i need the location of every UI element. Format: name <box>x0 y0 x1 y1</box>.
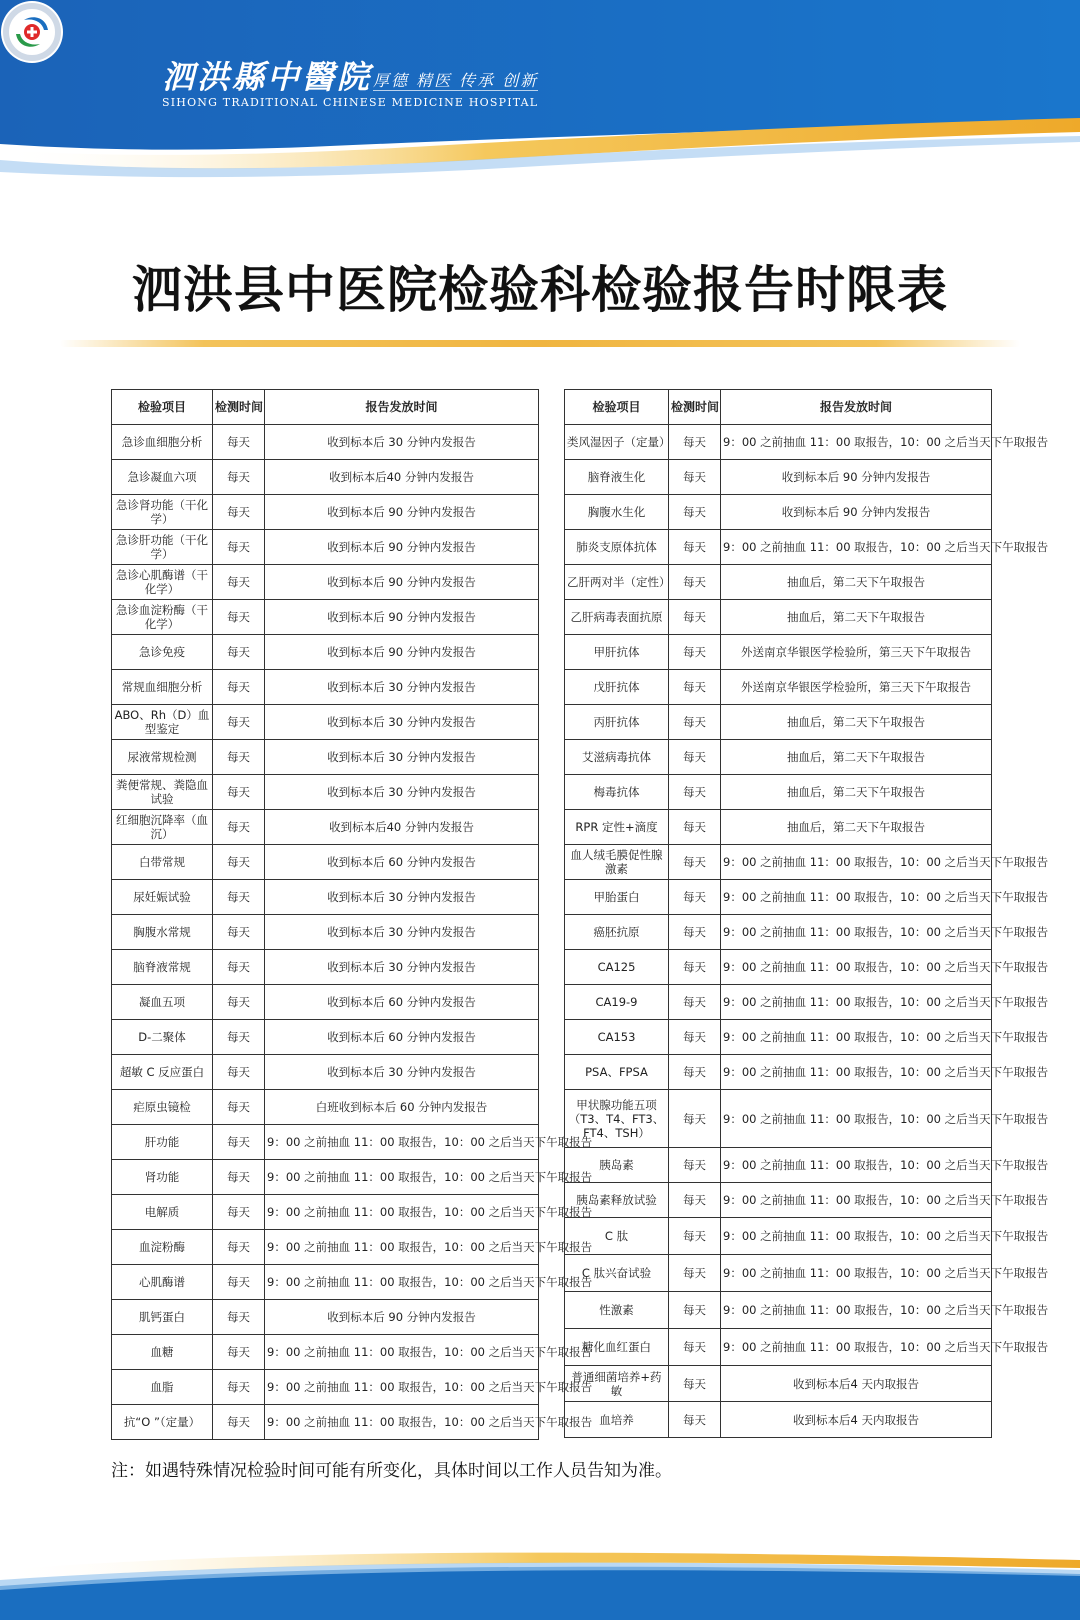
table-row <box>565 460 992 495</box>
cell-item: 糖化血红蛋白 <box>565 1329 669 1366</box>
table-row <box>112 600 539 635</box>
table-row <box>112 915 539 950</box>
table-row <box>565 775 992 810</box>
cell-report-time: 收到标本后 90 分钟内发报告 <box>265 1300 539 1335</box>
cell-report-time: 收到标本后 30 分钟内发报告 <box>265 1055 539 1090</box>
table-row <box>565 1292 992 1329</box>
cell-test-time: 每天 <box>669 1402 721 1438</box>
cell-test-time: 每天 <box>669 1329 721 1366</box>
cell-item: 癌胚抗原 <box>565 915 669 950</box>
cell-test-time: 每天 <box>669 1366 721 1402</box>
cell-item: 急诊肾功能（干化学） <box>112 495 213 530</box>
column-header-time: 检测时间 <box>213 390 265 425</box>
cell-test-time: 每天 <box>213 600 265 635</box>
cell-item: 尿液常规检测 <box>112 740 213 775</box>
cell-test-time: 每天 <box>213 950 265 985</box>
cell-report-time: 9：00 之前抽血 11：00 取报告，10：00 之后当天下午取报告 <box>721 915 992 950</box>
cell-report-time: 收到标本后 60 分钟内发报告 <box>265 845 539 880</box>
cell-report-time: 9：00 之前抽血 11：00 取报告，10：00 之后当天下午取报告 <box>265 1125 539 1160</box>
cell-item: 急诊心肌酶谱（干化学） <box>112 565 213 600</box>
table-row <box>565 1020 992 1055</box>
table-row <box>565 1055 992 1090</box>
table-row <box>112 1160 539 1195</box>
cell-report-time: 9：00 之前抽血 11：00 取报告，10：00 之后当天下午取报告 <box>721 1148 992 1183</box>
table-row <box>112 1125 539 1160</box>
cell-item: ABO、Rh（D）血型鉴定 <box>112 705 213 740</box>
cell-item: 电解质 <box>112 1195 213 1230</box>
cell-test-time: 每天 <box>213 915 265 950</box>
cell-test-time: 每天 <box>669 565 721 600</box>
cell-report-time: 收到标本后 90 分钟内发报告 <box>721 495 992 530</box>
cell-item: 性激素 <box>565 1292 669 1329</box>
cell-test-time: 每天 <box>669 1020 721 1055</box>
table-row <box>112 635 539 670</box>
cell-item: 常规血细胞分析 <box>112 670 213 705</box>
cell-test-time: 每天 <box>213 985 265 1020</box>
cell-test-time: 每天 <box>213 425 265 460</box>
cell-report-time: 抽血后，第二天下午取报告 <box>721 775 992 810</box>
cell-report-time: 收到标本后 30 分钟内发报告 <box>265 425 539 460</box>
table-row <box>112 670 539 705</box>
cell-report-time: 9：00 之前抽血 11：00 取报告，10：00 之后当天下午取报告 <box>721 1055 992 1090</box>
cell-item: 疟原虫镜检 <box>112 1090 213 1125</box>
page-title: 泗洪县中医院检验科检验报告时限表 <box>132 260 948 319</box>
table-row <box>565 985 992 1020</box>
cell-report-time: 收到标本后40 分钟内发报告 <box>265 810 539 845</box>
cell-item: 血人绒毛膜促性腺激素 <box>565 845 669 880</box>
cell-test-time: 每天 <box>213 1195 265 1230</box>
cell-report-time: 9：00 之前抽血 11：00 取报告，10：00 之后当天下午取报告 <box>721 1292 992 1329</box>
cell-report-time: 9：00 之前抽血 11：00 取报告，10：00 之后当天下午取报告 <box>265 1335 539 1370</box>
cell-item: 脑脊液生化 <box>565 460 669 495</box>
cell-item: 戊肝抗体 <box>565 670 669 705</box>
cell-test-time: 每天 <box>213 810 265 845</box>
footnote: 注：如遇特殊情况检验时间可能有所变化，具体时间以工作人员告知为准。 <box>111 1461 672 1481</box>
table-row <box>565 425 992 460</box>
cell-item: 丙肝抗体 <box>565 705 669 740</box>
cell-item: 血糖 <box>112 1335 213 1370</box>
table-row <box>112 1020 539 1055</box>
cell-test-time: 每天 <box>669 460 721 495</box>
cell-item: 梅毒抗体 <box>565 775 669 810</box>
cell-item: 甲胎蛋白 <box>565 880 669 915</box>
column-header-item: 检验项目 <box>565 390 669 425</box>
table-row <box>112 1265 539 1300</box>
cell-report-time: 9：00 之前抽血 11：00 取报告，10：00 之后当天下午取报告 <box>265 1160 539 1195</box>
cell-item: 普通细菌培养+药敏 <box>565 1366 669 1402</box>
cell-test-time: 每天 <box>213 635 265 670</box>
table-row <box>565 530 992 565</box>
cell-item: 急诊凝血六项 <box>112 460 213 495</box>
cell-item: 脑脊液常规 <box>112 950 213 985</box>
cell-report-time: 收到标本后 60 分钟内发报告 <box>265 1020 539 1055</box>
cell-report-time: 收到标本后 90 分钟内发报告 <box>721 460 992 495</box>
cell-report-time: 9：00 之前抽血 11：00 取报告，10：00 之后当天下午取报告 <box>721 1090 992 1148</box>
table-row <box>112 1230 539 1265</box>
cell-test-time: 每天 <box>213 1230 265 1265</box>
cell-item: 甲状腺功能五项（T3、T4、FT3、FT4、TSH） <box>565 1090 669 1148</box>
cell-test-time: 每天 <box>669 1148 721 1183</box>
cell-item: 粪便常规、粪隐血试验 <box>112 775 213 810</box>
cell-report-time: 收到标本后 30 分钟内发报告 <box>265 670 539 705</box>
cell-report-time: 收到标本后 90 分钟内发报告 <box>265 600 539 635</box>
cell-test-time: 每天 <box>669 1055 721 1090</box>
cell-item: CA153 <box>565 1020 669 1055</box>
cell-item: CA19-9 <box>565 985 669 1020</box>
table-row <box>565 915 992 950</box>
table-row <box>565 1183 992 1218</box>
cell-report-time: 抽血后，第二天下午取报告 <box>721 740 992 775</box>
cell-test-time: 每天 <box>213 705 265 740</box>
cell-report-time: 收到标本后 30 分钟内发报告 <box>265 705 539 740</box>
cell-report-time: 收到标本后4 天内取报告 <box>721 1366 992 1402</box>
footer-banner <box>0 1530 1080 1620</box>
cell-item: 甲肝抗体 <box>565 635 669 670</box>
cell-item: 抗“O ”（定量） <box>112 1405 213 1440</box>
cell-report-time: 9：00 之前抽血 11：00 取报告，10：00 之后当天下午取报告 <box>265 1405 539 1440</box>
cell-item: 胰岛素 <box>565 1148 669 1183</box>
table-row <box>565 495 992 530</box>
cell-report-time: 抽血后，第二天下午取报告 <box>721 565 992 600</box>
table-row <box>112 1300 539 1335</box>
cell-test-time: 每天 <box>669 845 721 880</box>
cell-report-time: 收到标本后40 分钟内发报告 <box>265 460 539 495</box>
cell-report-time: 收到标本后 30 分钟内发报告 <box>265 880 539 915</box>
cell-test-time: 每天 <box>669 740 721 775</box>
cell-item: C 肽 <box>565 1218 669 1255</box>
table-row <box>112 1090 539 1125</box>
cell-report-time: 抽血后，第二天下午取报告 <box>721 810 992 845</box>
cell-test-time: 每天 <box>213 460 265 495</box>
cell-item: 心肌酶谱 <box>112 1265 213 1300</box>
table-row <box>565 1218 992 1255</box>
cell-test-time: 每天 <box>213 1370 265 1405</box>
column-header-report: 报告发放时间 <box>265 390 539 425</box>
cell-report-time: 9：00 之前抽血 11：00 取报告，10：00 之后当天下午取报告 <box>721 425 992 460</box>
table-row <box>112 425 539 460</box>
cell-report-time: 收到标本后 30 分钟内发报告 <box>265 775 539 810</box>
cell-item: 急诊肝功能（干化学） <box>112 530 213 565</box>
cell-test-time: 每天 <box>669 495 721 530</box>
cell-test-time: 每天 <box>669 530 721 565</box>
table-row <box>112 1055 539 1090</box>
cell-test-time: 每天 <box>669 1183 721 1218</box>
cell-report-time: 抽血后，第二天下午取报告 <box>721 705 992 740</box>
table-row <box>565 1402 992 1438</box>
cell-test-time: 每天 <box>669 810 721 845</box>
cell-test-time: 每天 <box>669 1255 721 1292</box>
cell-item: D-二聚体 <box>112 1020 213 1055</box>
cell-report-time: 收到标本后 30 分钟内发报告 <box>265 950 539 985</box>
cell-item: 肺炎支原体抗体 <box>565 530 669 565</box>
cell-test-time: 每天 <box>669 635 721 670</box>
cell-report-time: 9：00 之前抽血 11：00 取报告，10：00 之后当天下午取报告 <box>721 1329 992 1366</box>
table-row <box>565 740 992 775</box>
cell-report-time: 9：00 之前抽血 11：00 取报告，10：00 之后当天下午取报告 <box>265 1370 539 1405</box>
cell-report-time: 收到标本后 90 分钟内发报告 <box>265 565 539 600</box>
table-row <box>565 810 992 845</box>
table-row <box>112 460 539 495</box>
cell-report-time: 抽血后，第二天下午取报告 <box>721 600 992 635</box>
cell-report-time: 9：00 之前抽血 11：00 取报告，10：00 之后当天下午取报告 <box>265 1265 539 1300</box>
cell-item: 肝功能 <box>112 1125 213 1160</box>
cell-report-time: 收到标本后 30 分钟内发报告 <box>265 740 539 775</box>
cell-test-time: 每天 <box>669 1090 721 1148</box>
table-row <box>112 1405 539 1440</box>
table-row <box>565 600 992 635</box>
cell-report-time: 收到标本后 90 分钟内发报告 <box>265 495 539 530</box>
cell-test-time: 每天 <box>213 775 265 810</box>
table-row <box>112 810 539 845</box>
header-banner <box>0 0 1080 190</box>
report-table-right <box>564 389 1049 1438</box>
cell-test-time: 每天 <box>669 1292 721 1329</box>
cell-item: 红细胞沉降率（血沉） <box>112 810 213 845</box>
cell-report-time: 9：00 之前抽血 11：00 取报告，10：00 之后当天下午取报告 <box>721 530 992 565</box>
cell-report-time: 9：00 之前抽血 11：00 取报告，10：00 之后当天下午取报告 <box>265 1230 539 1265</box>
cell-report-time: 收到标本后 90 分钟内发报告 <box>265 530 539 565</box>
cell-test-time: 每天 <box>669 775 721 810</box>
cell-test-time: 每天 <box>669 705 721 740</box>
cell-report-time: 收到标本后 30 分钟内发报告 <box>265 915 539 950</box>
cell-item: 白带常规 <box>112 845 213 880</box>
cell-report-time: 9：00 之前抽血 11：00 取报告，10：00 之后当天下午取报告 <box>721 985 992 1020</box>
cell-report-time: 收到标本后 60 分钟内发报告 <box>265 985 539 1020</box>
cell-report-time: 9：00 之前抽血 11：00 取报告，10：00 之后当天下午取报告 <box>721 1255 992 1292</box>
gold-divider <box>60 340 1020 347</box>
hospital-name: 泗洪縣中醫院 <box>162 58 373 96</box>
cell-test-time: 每天 <box>213 670 265 705</box>
cell-report-time: 外送南京华银医学检验所，第三天下午取报告 <box>721 635 992 670</box>
cell-item: 凝血五项 <box>112 985 213 1020</box>
cell-item: 类风湿因子（定量） <box>565 425 669 460</box>
cell-test-time: 每天 <box>213 1055 265 1090</box>
cell-report-time: 外送南京华银医学检验所，第三天下午取报告 <box>721 670 992 705</box>
cell-test-time: 每天 <box>213 1160 265 1195</box>
table-row <box>565 1090 992 1148</box>
cell-item: C 肽兴奋试验 <box>565 1255 669 1292</box>
cell-test-time: 每天 <box>669 880 721 915</box>
table-row <box>565 1366 992 1402</box>
cell-test-time: 每天 <box>669 600 721 635</box>
column-header-report: 报告发放时间 <box>721 390 992 425</box>
cell-test-time: 每天 <box>213 1405 265 1440</box>
cell-item: 急诊血细胞分析 <box>112 425 213 460</box>
table-header-row <box>565 390 992 425</box>
table-row <box>112 1370 539 1405</box>
cell-report-time: 9：00 之前抽血 11：00 取报告，10：00 之后当天下午取报告 <box>721 1218 992 1255</box>
table-row <box>565 1148 992 1183</box>
cell-test-time: 每天 <box>213 495 265 530</box>
cell-test-time: 每天 <box>669 670 721 705</box>
table-row <box>565 635 992 670</box>
table-row <box>112 530 539 565</box>
cell-test-time: 每天 <box>669 425 721 460</box>
cell-report-time: 9：00 之前抽血 11：00 取报告，10：00 之后当天下午取报告 <box>721 1183 992 1218</box>
cell-report-time: 收到标本后4 天内取报告 <box>721 1402 992 1438</box>
table-row <box>565 705 992 740</box>
footer-background <box>0 1530 1080 1620</box>
cell-item: 肌钙蛋白 <box>112 1300 213 1335</box>
cell-report-time: 9：00 之前抽血 11：00 取报告，10：00 之后当天下午取报告 <box>721 950 992 985</box>
cell-item: 超敏 C 反应蛋白 <box>112 1055 213 1090</box>
table-row <box>112 1335 539 1370</box>
cell-item: 胸腹水生化 <box>565 495 669 530</box>
table-row <box>565 845 992 880</box>
cell-test-time: 每天 <box>213 1090 265 1125</box>
cell-test-time: 每天 <box>213 1265 265 1300</box>
cell-item: 乙肝病毒表面抗原 <box>565 600 669 635</box>
table-row <box>565 950 992 985</box>
hospital-name-english: SIHONG TRADITIONAL CHINESE MEDICINE HOSPITAL <box>162 96 539 109</box>
cell-item: 急诊血淀粉酶（干化学） <box>112 600 213 635</box>
table-header-row <box>112 390 539 425</box>
cell-item: 肾功能 <box>112 1160 213 1195</box>
cell-item: 血培养 <box>565 1402 669 1438</box>
cell-test-time: 每天 <box>669 1218 721 1255</box>
table-row <box>565 565 992 600</box>
cell-test-time: 每天 <box>669 950 721 985</box>
cell-test-time: 每天 <box>213 565 265 600</box>
table-row <box>565 670 992 705</box>
table-row <box>112 845 539 880</box>
cell-item: 血淀粉酶 <box>112 1230 213 1265</box>
cell-item: 血脂 <box>112 1370 213 1405</box>
table-row <box>565 880 992 915</box>
table-row <box>565 1329 992 1366</box>
cell-item: 胸腹水常规 <box>112 915 213 950</box>
cell-test-time: 每天 <box>213 1335 265 1370</box>
cell-item: 艾滋病毒抗体 <box>565 740 669 775</box>
cell-item: 胰岛素释放试验 <box>565 1183 669 1218</box>
cell-report-time: 9：00 之前抽血 11：00 取报告，10：00 之后当天下午取报告 <box>721 1020 992 1055</box>
hospital-logo <box>0 0 64 64</box>
cell-report-time: 白班收到标本后 60 分钟内发报告 <box>265 1090 539 1125</box>
table-row <box>112 985 539 1020</box>
hospital-slogan: 厚德 精医 传承 创新 <box>373 71 539 90</box>
cell-report-time: 收到标本后 90 分钟内发报告 <box>265 635 539 670</box>
cell-test-time: 每天 <box>669 985 721 1020</box>
cell-item: 急诊免疫 <box>112 635 213 670</box>
cell-report-time: 9：00 之前抽血 11：00 取报告，10：00 之后当天下午取报告 <box>721 880 992 915</box>
cell-item: CA125 <box>565 950 669 985</box>
cell-test-time: 每天 <box>213 1300 265 1335</box>
cell-test-time: 每天 <box>213 845 265 880</box>
cell-test-time: 每天 <box>213 1020 265 1055</box>
cell-test-time: 每天 <box>213 1125 265 1160</box>
cell-item: PSA、FPSA <box>565 1055 669 1090</box>
cell-report-time: 9：00 之前抽血 11：00 取报告，10：00 之后当天下午取报告 <box>721 845 992 880</box>
cell-item: 尿妊娠试验 <box>112 880 213 915</box>
cell-test-time: 每天 <box>213 880 265 915</box>
table-row <box>112 495 539 530</box>
table-row <box>112 1195 539 1230</box>
table-row <box>112 950 539 985</box>
table-row <box>112 880 539 915</box>
column-header-time: 检测时间 <box>669 390 721 425</box>
cell-test-time: 每天 <box>213 740 265 775</box>
cell-item: RPR 定性+滴度 <box>565 810 669 845</box>
table-row <box>112 705 539 740</box>
report-table-left <box>111 389 593 1440</box>
cell-test-time: 每天 <box>669 915 721 950</box>
table-row <box>565 1255 992 1292</box>
column-header-item: 检验项目 <box>112 390 213 425</box>
slogan-underline <box>373 90 538 91</box>
table-row <box>112 775 539 810</box>
cell-item: 乙肝两对半（定性） <box>565 565 669 600</box>
table-row <box>112 565 539 600</box>
cell-report-time: 9：00 之前抽血 11：00 取报告，10：00 之后当天下午取报告 <box>265 1195 539 1230</box>
table-row <box>112 740 539 775</box>
cell-test-time: 每天 <box>213 530 265 565</box>
